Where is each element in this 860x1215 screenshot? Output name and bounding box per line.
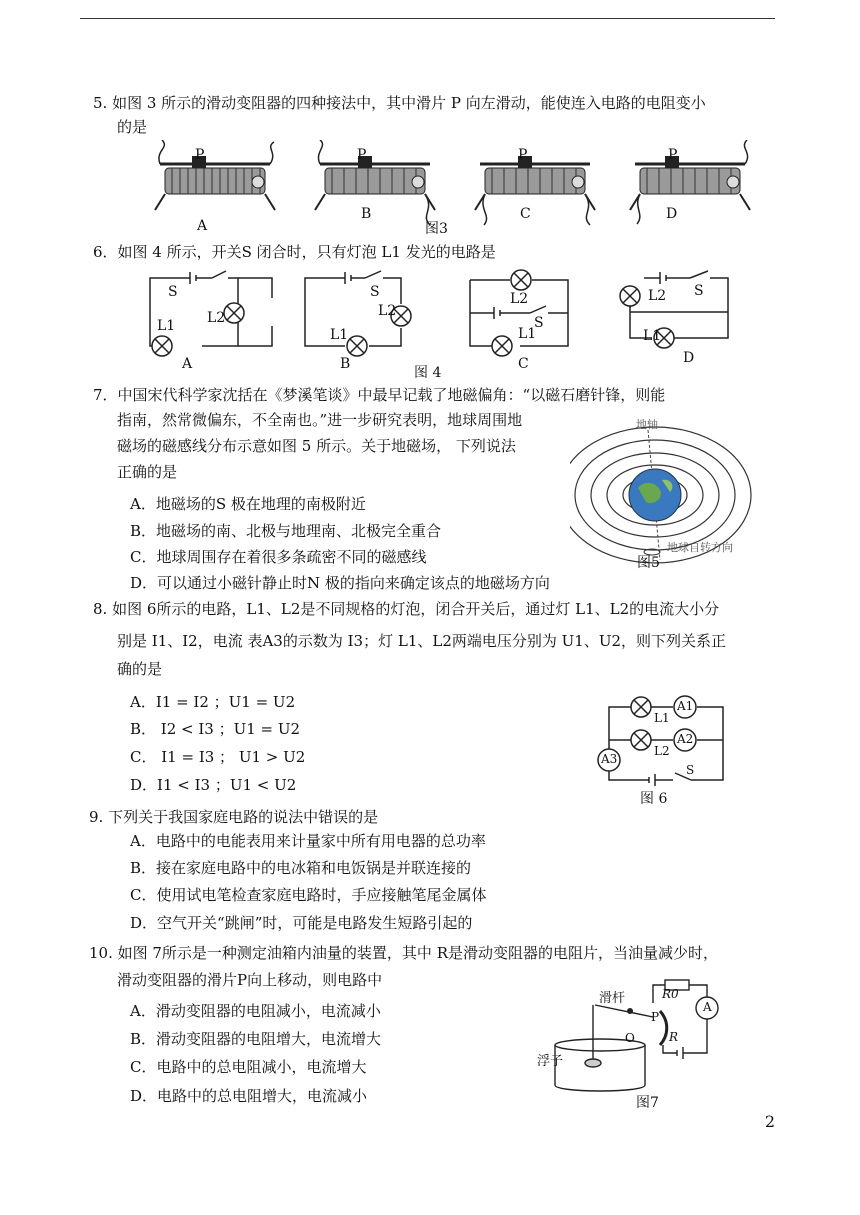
q10-option-b: B．滑动变阻器的电阻增大，电流增大 bbox=[130, 1030, 382, 1048]
q7-axis-label: 地轴 bbox=[636, 418, 658, 431]
q9-option-c: C．使用试电笔检查家庭电路时，手应接触笔尾金属体 bbox=[130, 886, 487, 904]
q7-stem-line3: 磁场的磁感线分布示意如图 5 所示。关于地磁场， 下列说法 bbox=[117, 437, 516, 455]
q5-option-b: B bbox=[361, 206, 372, 222]
q6-option-b: B bbox=[340, 356, 351, 372]
rheostat-d bbox=[630, 140, 750, 224]
q6-a-l1: L1 bbox=[157, 318, 176, 334]
q7-option-a: A．地磁场的S 极在地理的南极附近 bbox=[130, 495, 366, 513]
q5-option-d: D bbox=[666, 206, 678, 222]
q6-b-s: S bbox=[370, 284, 380, 300]
q6-option-a: A bbox=[182, 356, 193, 372]
q10-float-label: 浮子 bbox=[537, 1054, 564, 1069]
q10-stem-line1: 10. 如图 7所示是一种测定油箱内油量的装置，其中 R是滑动变阻器的电阻片，当油量减少时， bbox=[89, 944, 719, 962]
q8-option-a: A．I1 = I2 ；U1 = U2 bbox=[130, 693, 296, 711]
q9-stem: 9. 下列关于我国家庭电路的说法中错误的是 bbox=[89, 808, 379, 826]
q5-slider-label-b: P bbox=[357, 147, 367, 163]
q5-slider-label-c: P bbox=[518, 147, 528, 163]
q6-a-l2: L2 bbox=[207, 310, 226, 326]
q7-option-d: D．可以通过小磁针静止时N 极的指向来确定该点的地磁场方向 bbox=[130, 574, 550, 592]
q10-o-label: O bbox=[625, 1031, 635, 1045]
q8-figure-caption: 图 6 bbox=[640, 791, 668, 807]
q8-lamp-l2: L2 bbox=[654, 744, 670, 758]
q10-ammeter-label: A bbox=[703, 1000, 712, 1014]
q8-option-d: D．I1 < I3 ；U1 < U2 bbox=[130, 776, 297, 794]
q8-switch-s: S bbox=[686, 763, 695, 777]
rheostat-c bbox=[475, 156, 595, 225]
q5-stem-line1: 5. 如图 3 所示的滑动变阻器的四种接法中，其中滑片 P 向左滑动，能使连入电路的电阻变小 bbox=[93, 94, 706, 112]
rheostat-a bbox=[155, 140, 275, 210]
q6-d-l2: L2 bbox=[648, 288, 667, 304]
q8-ammeter-a1: A1 bbox=[677, 699, 694, 713]
q5-figure-caption: 图3 bbox=[425, 221, 448, 237]
q8-stem-line2: 别是 I1、I2，电流 表A3的示数为 I3；灯 L1、L2两端电压分别为 U1、U2，则下列关系正 bbox=[117, 632, 727, 650]
q5-stem-line2: 的是 bbox=[117, 118, 148, 136]
q8-circuit-figure bbox=[595, 695, 730, 790]
q9-option-b: B．接在家庭电路中的电冰箱和电饭锅是并联连接的 bbox=[130, 859, 472, 877]
q10-option-a: A．滑动变阻器的电阻减小，电流减小 bbox=[130, 1002, 381, 1020]
q6-c-l1: L1 bbox=[518, 326, 537, 342]
q7-option-c: C．地球周围存在着很多条疏密不同的磁感线 bbox=[130, 548, 427, 566]
q5-slider-label-a: P bbox=[195, 147, 205, 163]
page-number: 2 bbox=[764, 1112, 775, 1131]
q6-d-l1: L1 bbox=[643, 328, 662, 344]
q10-p-label: P bbox=[651, 1010, 660, 1024]
q5-option-c: C bbox=[520, 206, 531, 222]
q7-option-b: B．地磁场的南、北极与地理南、北极完全重合 bbox=[130, 522, 442, 540]
q7-stem-line1: 7．中国宋代科学家沈括在《梦溪笔谈》中最早记载了地磁偏角：“以磁石磨针锋，则能 bbox=[93, 386, 666, 404]
q10-rod-label: 滑杆 bbox=[599, 991, 626, 1006]
q6-a-s: S bbox=[168, 284, 178, 300]
q7-stem-line4: 正确的是 bbox=[117, 463, 178, 481]
q9-option-d: D．空气开关“跳闸”时，可能是电路发生短路引起的 bbox=[130, 914, 473, 932]
q8-stem-line3: 确的是 bbox=[117, 660, 163, 678]
q8-ammeter-a3: A3 bbox=[601, 752, 618, 766]
q6-c-l2: L2 bbox=[510, 291, 529, 307]
circuit-a bbox=[150, 271, 272, 346]
q7-figure-caption: 图5 bbox=[637, 555, 660, 571]
q6-option-c: C bbox=[518, 356, 529, 372]
q6-option-d: D bbox=[683, 350, 695, 366]
q8-lamp-l1: L1 bbox=[654, 711, 670, 725]
q6-d-s: S bbox=[694, 283, 704, 299]
q10-r-label: R bbox=[669, 1030, 679, 1044]
q5-slider-label-d: P bbox=[668, 147, 678, 163]
q7-rotation-label: 地球自转方向 bbox=[667, 541, 733, 554]
q6-b-l1: L1 bbox=[330, 327, 349, 343]
q6-figure-caption: 图 4 bbox=[414, 365, 442, 381]
q5-option-a: A bbox=[197, 218, 208, 234]
header-rule bbox=[80, 18, 775, 19]
q9-option-a: A．电路中的电能表用来计量家中所有用电器的总功率 bbox=[130, 832, 486, 850]
q6-c-s: S bbox=[534, 315, 544, 331]
q7-stem-line2: 指南，然常微偏东，不全南也。”进一步研究表明，地球周围地 bbox=[117, 411, 523, 429]
q6-stem: 6．如图 4 所示，开关S 闭合时，只有灯泡 L1 发光的电路是 bbox=[93, 243, 496, 261]
q10-r0-label: R0 bbox=[662, 987, 679, 1001]
q8-option-b: B． I2 < I3 ；U1 = U2 bbox=[130, 720, 301, 738]
q8-ammeter-a2: A2 bbox=[677, 732, 694, 746]
q8-option-c: C． I1 = I3 ； U1 > U2 bbox=[130, 748, 306, 766]
q10-option-d: D．电路中的总电阻增大，电流减小 bbox=[130, 1087, 368, 1105]
q10-option-c: C．电路中的总电阻减小，电流增大 bbox=[130, 1058, 367, 1076]
q6-b-l2: L2 bbox=[378, 303, 397, 319]
rheostat-b bbox=[315, 140, 435, 225]
q8-stem-line1: 8. 如图 6所示的电路，L1、L2是不同规格的灯泡，闭合开关后，通过灯 L1、L2的电流大小分 bbox=[93, 600, 720, 618]
q10-figure-caption: 图7 bbox=[636, 1095, 659, 1111]
q10-stem-line2: 滑动变阻器的滑片P向上移动，则电路中 bbox=[117, 971, 383, 989]
